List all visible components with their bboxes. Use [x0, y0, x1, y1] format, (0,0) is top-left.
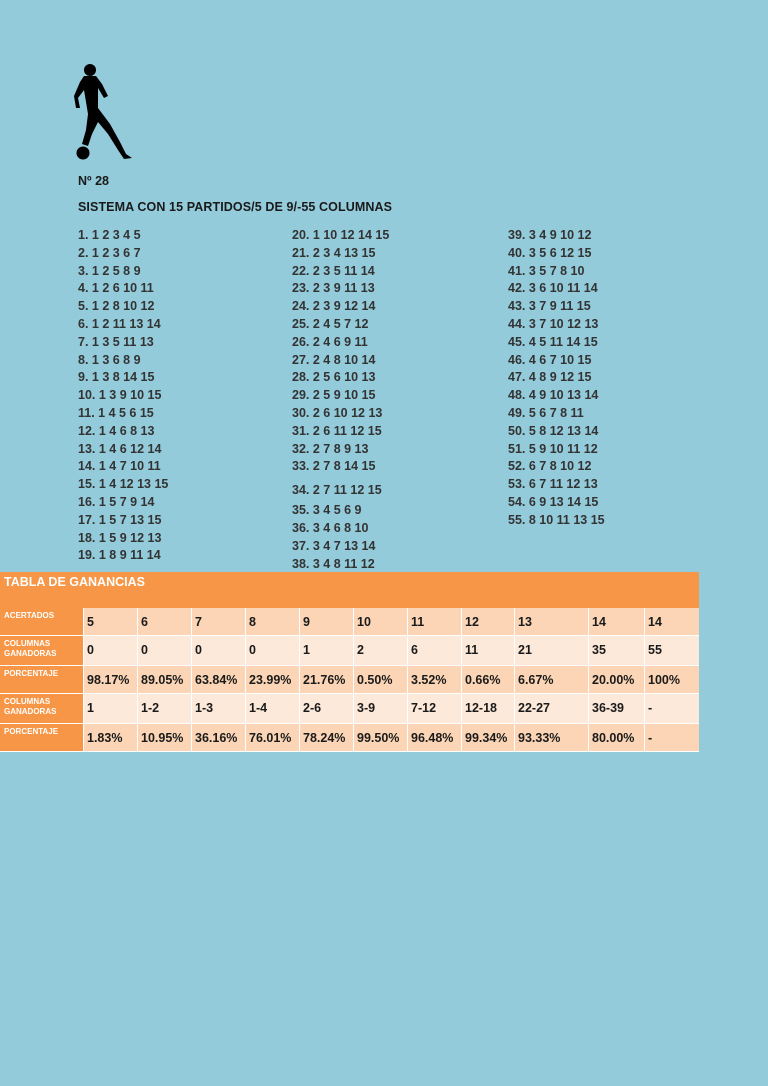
list-item: 16. 1 5 7 9 14	[78, 494, 155, 509]
list-item: 46. 4 6 7 10 15	[508, 352, 592, 367]
list-item: 11. 1 4 5 6 15	[78, 405, 154, 420]
table-cell: 23.99%	[246, 666, 300, 693]
table-cell: 99.50%	[354, 724, 408, 751]
table-cell: 9	[300, 608, 354, 635]
table-cell: 2	[354, 636, 408, 665]
table-cell: 6.67%	[515, 666, 589, 693]
row-label: COLUMNAS GANADORAS	[0, 694, 84, 723]
table-cell: 1	[84, 694, 138, 723]
list-item: 37. 3 4 7 13 14	[292, 538, 376, 553]
list-item: 30. 2 6 10 12 13	[292, 405, 383, 420]
list-item: 21. 2 3 4 13 15	[292, 245, 376, 260]
list-item: 53. 6 7 11 12 13	[508, 477, 598, 492]
list-item: 34. 2 7 11 12 15	[292, 483, 382, 498]
row-label: PORCENTAJE	[0, 666, 84, 693]
list-item: 2. 1 2 3 6 7	[78, 245, 141, 260]
table-row	[0, 694, 699, 724]
list-item: 12. 1 4 6 8 13	[78, 423, 155, 438]
list-item: 18. 1 5 9 12 13	[78, 530, 162, 545]
table-cell: -	[648, 701, 653, 715]
column-list-2	[292, 227, 389, 573]
soccer-player-silhouette-icon	[74, 62, 138, 162]
list-item: 39. 3 4 9 10 12	[508, 228, 592, 242]
list-item: 33. 2 7 8 14 15	[292, 459, 376, 474]
table-cell: 100%	[648, 673, 680, 687]
table-cell: 93.33%	[515, 724, 589, 751]
list-item: 47. 4 8 9 12 15	[508, 370, 592, 385]
table-cell: 36-39	[589, 694, 645, 723]
table-cell: 8	[246, 608, 300, 635]
list-item: 13. 1 4 6 12 14	[78, 441, 162, 456]
table-cell: 0	[192, 636, 246, 665]
row-label: COLUMNAS GANADORAS	[0, 636, 84, 665]
list-item: 36. 3 4 6 8 10	[292, 520, 369, 535]
list-item: 38. 3 4 8 11 12	[292, 556, 375, 571]
list-item: 31. 2 6 11 12 15	[292, 423, 382, 438]
table-cell: 0	[246, 636, 300, 665]
table-cell: 3-9	[354, 694, 408, 723]
list-item: 7. 1 3 5 11 13	[78, 334, 154, 349]
table-cell: 0.50%	[354, 666, 408, 693]
list-item: 15. 1 4 12 13 15	[78, 477, 169, 492]
list-item: 28. 2 5 6 10 13	[292, 370, 376, 385]
table-cell: 22-27	[515, 694, 589, 723]
list-item: 35. 3 4 5 6 9	[292, 503, 362, 518]
list-item: 44. 3 7 10 12 13	[508, 316, 599, 331]
winnings-table	[0, 572, 699, 752]
list-item: 51. 5 9 10 11 12	[508, 441, 598, 456]
list-item: 4. 1 2 6 10 11	[78, 281, 154, 296]
table-cell: 98.17%	[84, 666, 138, 693]
list-item: 10. 1 3 9 10 15	[78, 388, 162, 403]
table-cell: 12-18	[462, 694, 515, 723]
list-item: 9. 1 3 8 14 15	[78, 370, 155, 385]
table-cell: 0.66%	[462, 666, 515, 693]
document-number: Nº 28	[78, 174, 109, 188]
table-cell: 80.00%	[589, 724, 645, 751]
table-cell: 7-12	[408, 694, 462, 723]
table-cell: 20.00%	[589, 666, 645, 693]
list-item: 25. 2 4 5 7 12	[292, 316, 369, 331]
column-list-1	[78, 227, 168, 565]
table-cell: 6	[138, 608, 192, 635]
document-title: SISTEMA CON 15 PARTIDOS/5 DE 9/-55 COLUMNAS	[78, 200, 393, 214]
list-item: 29. 2 5 9 10 15	[292, 388, 376, 403]
list-item: 52. 6 7 8 10 12	[508, 459, 592, 474]
list-item: 54. 6 9 13 14 15	[508, 494, 599, 509]
table-cell: 0	[138, 636, 192, 665]
list-item: 40. 3 5 6 12 15	[508, 245, 592, 260]
table-cell: 6	[408, 636, 462, 665]
table-cell: 35	[589, 636, 645, 665]
table-cell: 7	[192, 608, 246, 635]
table-row	[0, 608, 699, 636]
table-cell: 36.16%	[192, 724, 246, 751]
list-item: 23. 2 3 9 11 13	[292, 281, 375, 296]
list-item: 41. 3 5 7 8 10	[508, 263, 585, 278]
list-item: 19. 1 8 9 11 14	[78, 548, 161, 563]
list-item: 32. 2 7 8 9 13	[292, 441, 369, 456]
table-cell: 89.05%	[138, 666, 192, 693]
list-item: 42. 3 6 10 11 14	[508, 281, 598, 296]
table-cell: 13	[515, 608, 589, 635]
column-list-3	[508, 227, 605, 530]
table-row	[0, 666, 699, 694]
list-item: 1. 1 2 3 4 5	[78, 228, 141, 242]
list-item: 3. 1 2 5 8 9	[78, 263, 141, 278]
table-cell: -	[648, 731, 653, 745]
table-cell: 12	[462, 608, 515, 635]
table-cell: 14	[589, 608, 645, 635]
table-cell: 1-4	[246, 694, 300, 723]
table-cell: 96.48%	[408, 724, 462, 751]
table-cell: 55	[648, 643, 662, 657]
list-item: 24. 2 3 9 12 14	[292, 299, 376, 314]
table-cell: 2-6	[300, 694, 354, 723]
list-item: 43. 3 7 9 11 15	[508, 299, 591, 314]
table-cell: 11	[462, 636, 515, 665]
table-cell: 0	[84, 636, 138, 665]
table-cell: 78.24%	[300, 724, 354, 751]
list-item: 5. 1 2 8 10 12	[78, 299, 155, 314]
table-cell: 10.95%	[138, 724, 192, 751]
list-item: 26. 2 4 6 9 11	[292, 334, 368, 349]
list-item: 6. 1 2 11 13 14	[78, 316, 161, 331]
table-row	[0, 724, 699, 752]
table-title: TABLA DE GANANCIAS	[0, 572, 699, 608]
list-item: 17. 1 5 7 13 15	[78, 512, 162, 527]
table-cell: 99.34%	[462, 724, 515, 751]
table-cell: 21.76%	[300, 666, 354, 693]
list-item: 55. 8 10 11 13 15	[508, 512, 605, 527]
table-row	[0, 636, 699, 666]
row-label: ACERTADOS	[0, 608, 84, 635]
table-cell: 10	[354, 608, 408, 635]
list-item: 50. 5 8 12 13 14	[508, 423, 599, 438]
table-cell: 1-2	[138, 694, 192, 723]
list-item: 8. 1 3 6 8 9	[78, 352, 141, 367]
list-item: 45. 4 5 11 14 15	[508, 334, 598, 349]
table-cell: 5	[84, 608, 138, 635]
table-cell: 1.83%	[84, 724, 138, 751]
list-item: 49. 5 6 7 8 11	[508, 405, 584, 420]
table-cell: 63.84%	[192, 666, 246, 693]
list-item: 48. 4 9 10 13 14	[508, 388, 599, 403]
row-label: PORCENTAJE	[0, 724, 84, 751]
list-item: 20. 1 10 12 14 15	[292, 228, 390, 242]
table-cell: 1-3	[192, 694, 246, 723]
list-item: 14. 1 4 7 10 11	[78, 459, 161, 474]
list-item: 22. 2 3 5 11 14	[292, 263, 375, 278]
list-item: 27. 2 4 8 10 14	[292, 352, 376, 367]
table-cell: 1	[300, 636, 354, 665]
table-cell: 21	[515, 636, 589, 665]
table-cell: 3.52%	[408, 666, 462, 693]
table-cell: 76.01%	[246, 724, 300, 751]
table-cell: 14	[648, 615, 662, 629]
table-cell: 11	[408, 608, 462, 635]
